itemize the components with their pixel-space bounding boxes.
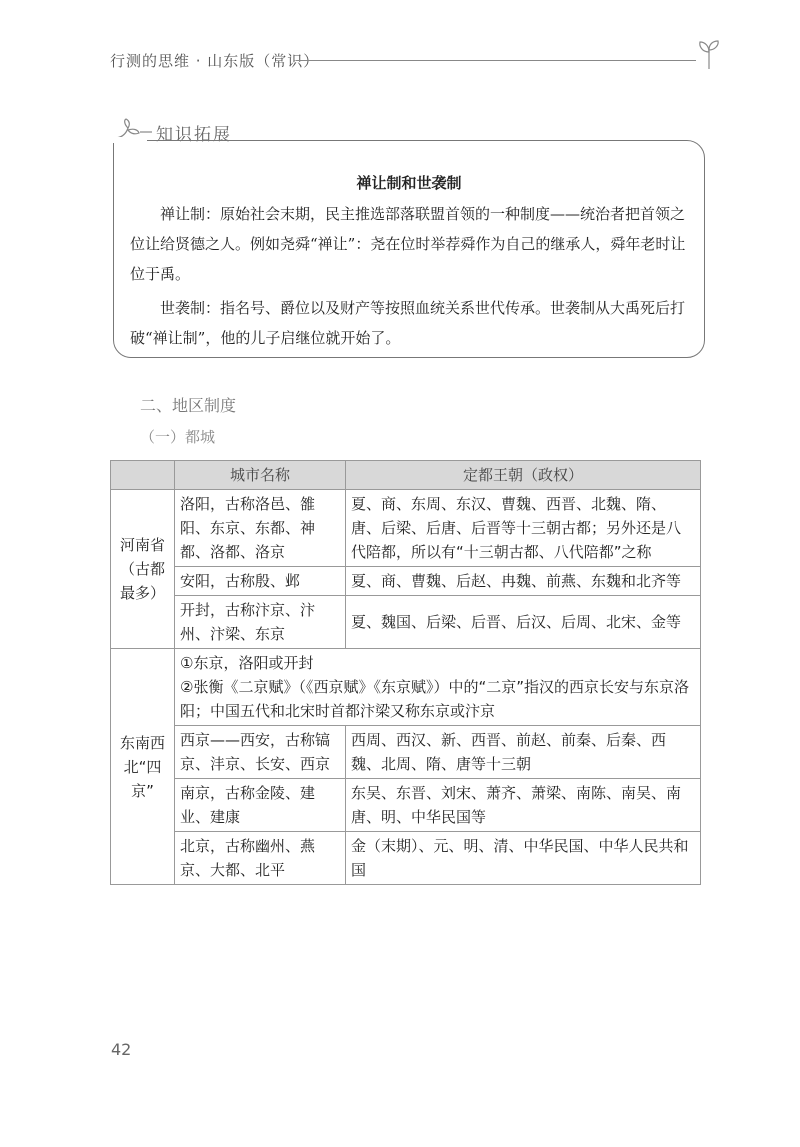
header-rule <box>296 60 696 61</box>
knowledge-paragraph: 禅让制：原始社会末期，民主推选部落联盟首领的一种制度——统治者把首领之位让给贤德之人。例如尧舜“禅让”：尧在位时举荐舜作为自己的继承人，舜年老时让位于禹。 <box>130 205 686 283</box>
header-cell-city: 城市名称 <box>175 461 346 490</box>
dynasty-cell: 夏、商、东周、东汉、曹魏、西晋、北魏、隋、唐、后梁、后唐、后晋等十三朝古都；另外还是八代陪都，所以有“十三朝古都、八代陪都”之称 <box>346 490 701 567</box>
dynasty-cell: 金（末期）、元、明、清、中华民国、中华人民共和国 <box>346 832 701 885</box>
city-cell: 北京，古称幽州、燕京、大都、北平 <box>175 832 346 885</box>
city-cell: 安阳，古称殷、邺 <box>175 567 346 596</box>
section-subtitle: （一）都城 <box>140 428 216 446</box>
table-row <box>111 567 701 596</box>
page-number: 42 <box>111 1040 132 1059</box>
table-row <box>111 649 701 726</box>
table-row <box>111 779 701 832</box>
city-cell: 西京——西安，古称镐京、沣京、长安、西京 <box>175 726 346 779</box>
note-line: ②张衡《二京赋》（《西京赋》《东京赋》）中的“二京”指汉的西京长安与东京洛阳；中国五代和北宋时首都汴梁又称东京或汴京 <box>180 678 689 720</box>
table-row <box>111 726 701 779</box>
knowledge-box-title: 禅让制和世袭制 <box>356 174 462 192</box>
capitals-table <box>110 460 701 885</box>
header-cell-region <box>111 461 175 490</box>
dynasty-cell: 东吴、东晋、刘宋、萧齐、萧梁、南陈、南吴、南唐、明、中华民国等 <box>346 779 701 832</box>
header-cell-dynasty: 定都王朝（政权） <box>346 461 701 490</box>
sprout-icon <box>696 40 722 70</box>
table-row <box>111 490 701 567</box>
note-line: ①东京，洛阳或开封 <box>180 654 314 672</box>
city-cell: 开封，古称汴京、汴州、汴梁、东京 <box>175 596 346 649</box>
table-row <box>111 596 701 649</box>
dynasty-cell: 夏、商、曹魏、后赵、冉魏、前燕、东魏和北齐等 <box>346 567 701 596</box>
city-cell: 南京，古称金陵、建业、建康 <box>175 779 346 832</box>
table-header-row <box>111 461 701 490</box>
dynasty-cell: 夏、魏国、后梁、后晋、后汉、后周、北宋、金等 <box>346 596 701 649</box>
table-row <box>111 832 701 885</box>
region-cell: 河南省（古都最多） <box>111 490 175 649</box>
city-cell: 洛阳，古称洛邑、雒阳、东京、东都、神都、洛都、洛京 <box>175 490 346 567</box>
section-title: 二、地区制度 <box>140 396 237 415</box>
page-header <box>110 46 720 74</box>
knowledge-label-text: 知识拓展 <box>156 125 232 145</box>
header-title: 行测的思维 · 山东版（常识） <box>110 52 320 70</box>
region-cell: 东南西北“四京” <box>111 649 175 885</box>
knowledge-paragraph: 世袭制：指名号、爵位以及财产等按照血统关系世代传承。世袭制从大禹死后打破“禅让制”，他的儿子启继位就开始了。 <box>130 299 686 347</box>
dynasty-cell: 西周、西汉、新、西晋、前赵、前秦、后秦、西魏、北周、隋、唐等十三朝 <box>346 726 701 779</box>
notes-cell <box>175 649 701 726</box>
